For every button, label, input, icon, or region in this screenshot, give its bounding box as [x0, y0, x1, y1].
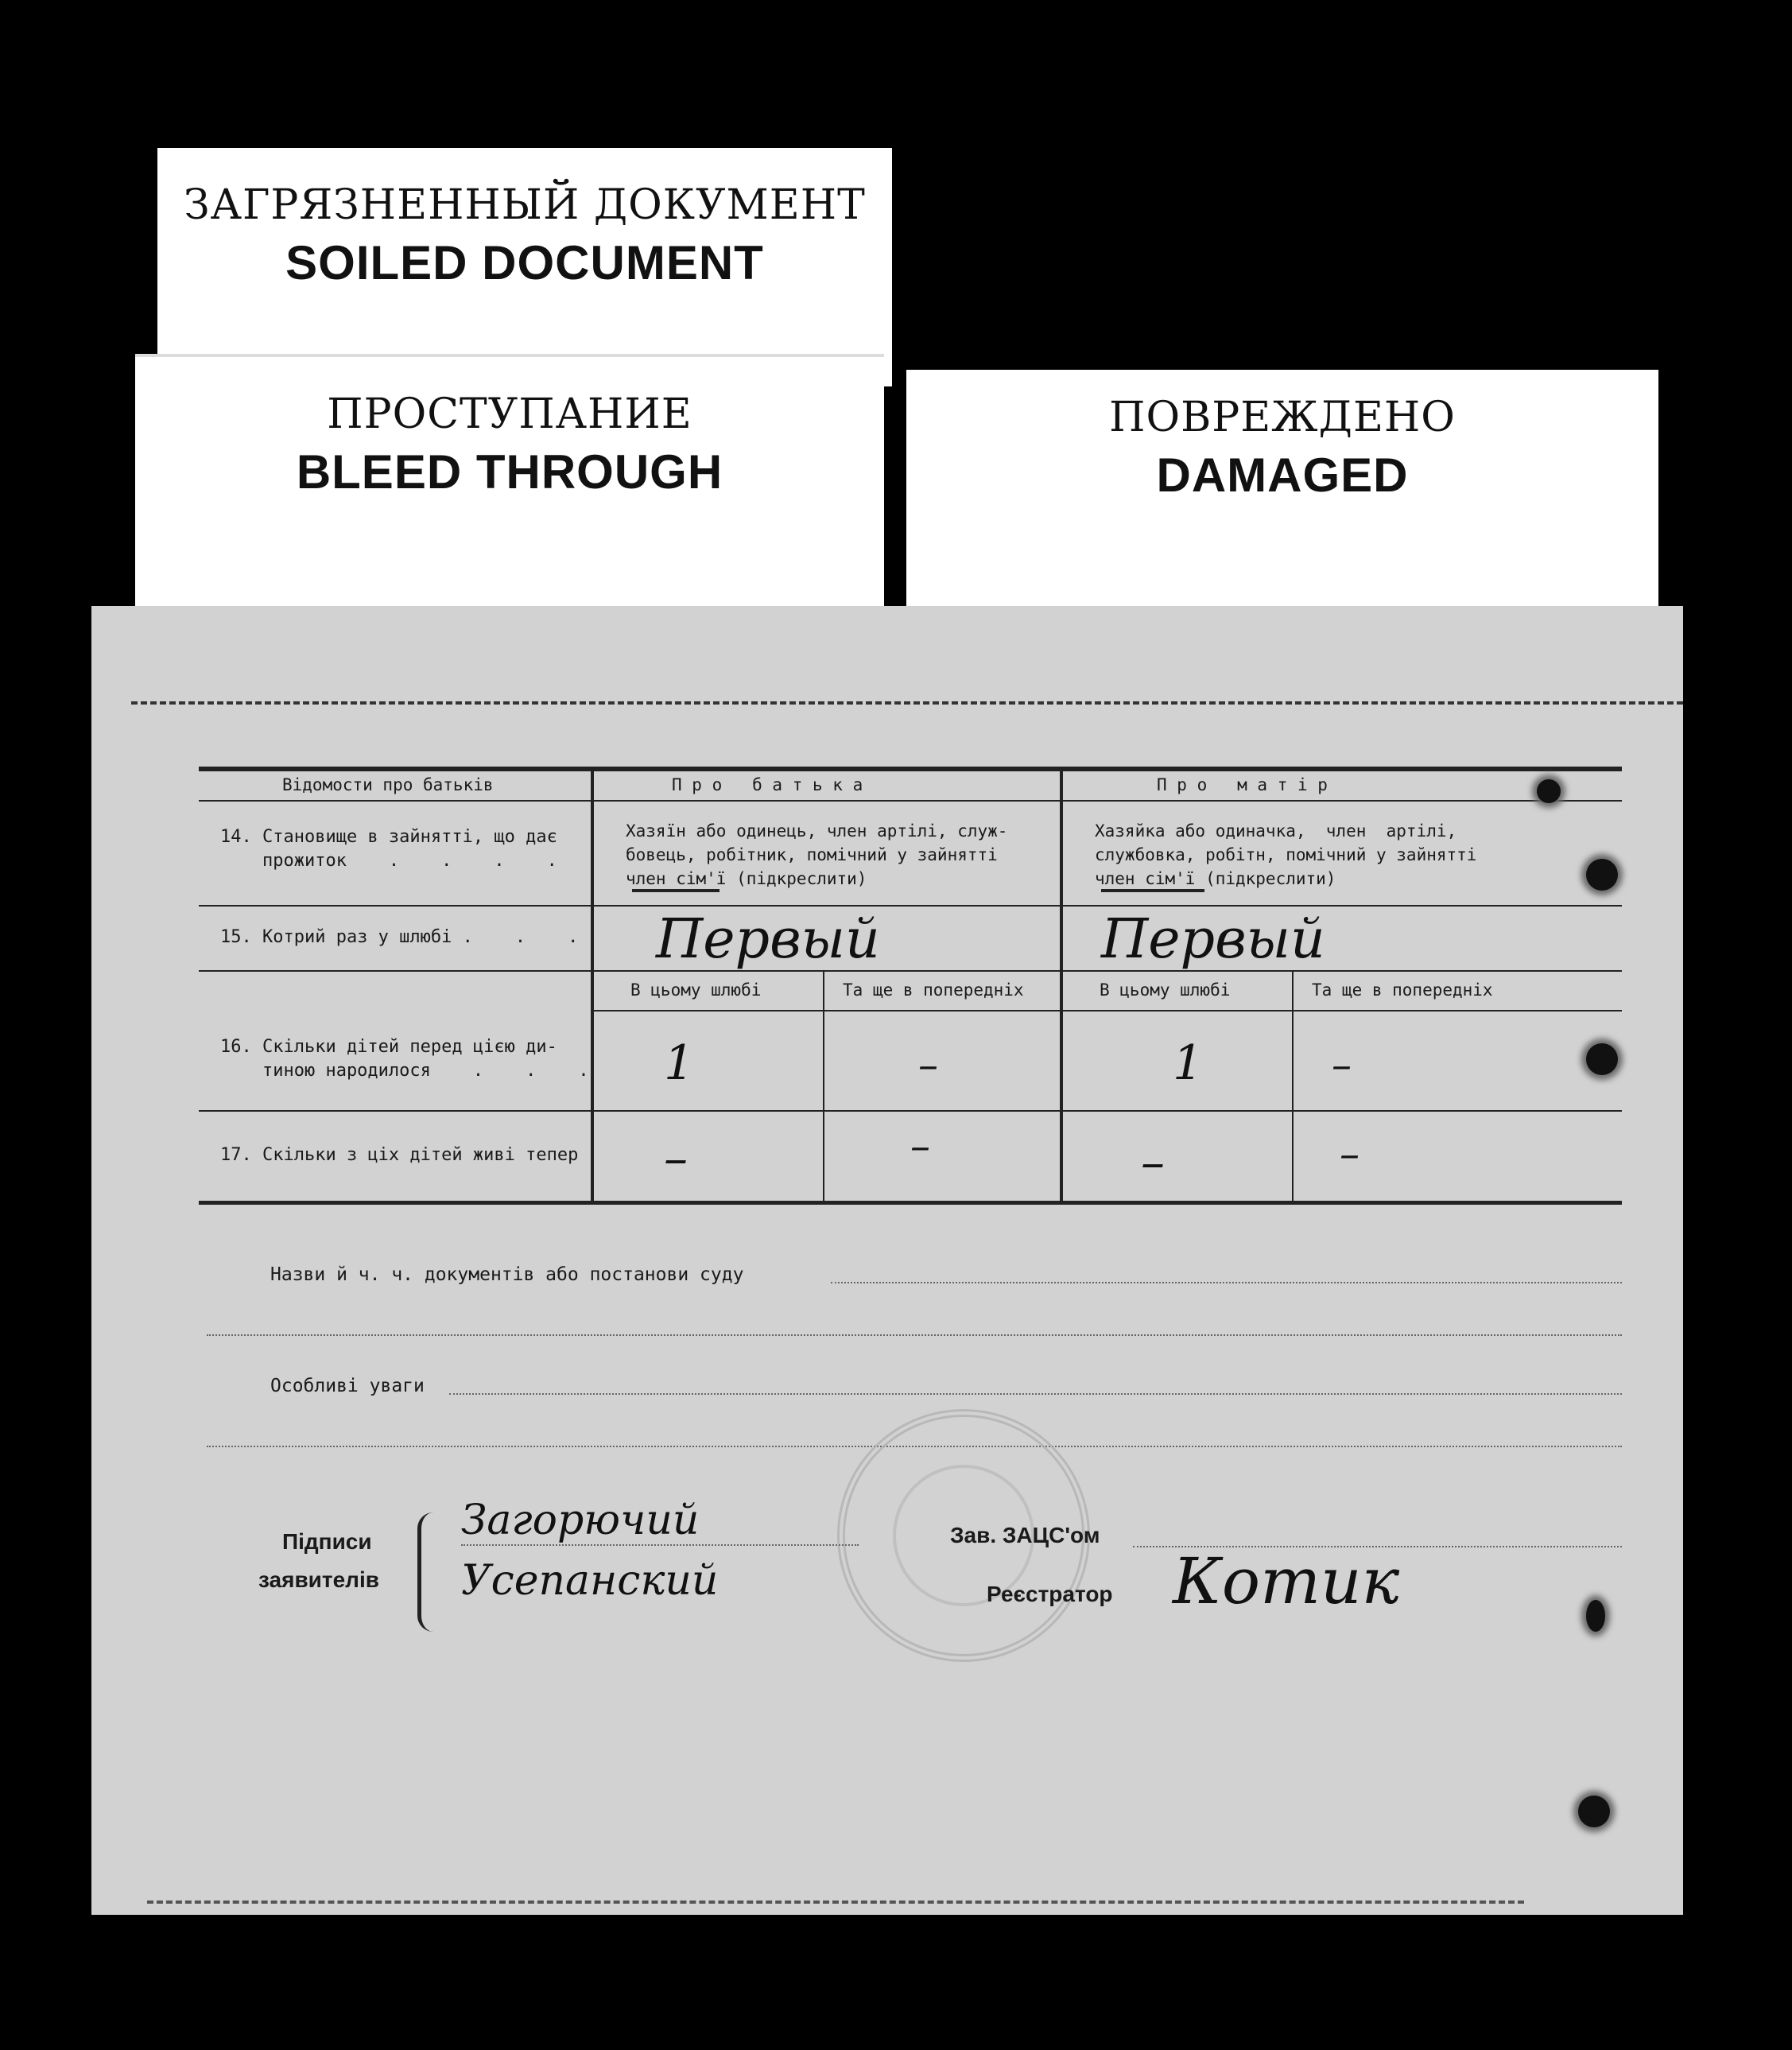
signatures-label-1: Підписи [282, 1529, 372, 1554]
row17-mother-prev: – [1340, 1131, 1360, 1177]
mother-underline-mark [1101, 889, 1204, 892]
subheader-father-prev: Та ще в попередніх [843, 980, 1024, 1000]
perforation-top [131, 701, 1683, 705]
document-sheet [91, 606, 1683, 1915]
subheader-father-this: В цьому шлюбі [630, 980, 762, 1000]
registrar-signature: Котик [1173, 1544, 1400, 1618]
row16-father-prev: – [918, 1042, 938, 1088]
col-divider-father [823, 970, 824, 1202]
row16-label: 16. Скільки дітей перед цією ди- тиною народилося . . . [220, 1037, 589, 1081]
signatures-label-2: заявителів [258, 1567, 379, 1592]
row17-father-this: – [664, 1131, 688, 1186]
soiled-flag-en: SOILED DOCUMENT [285, 236, 764, 289]
col-divider-2 [1060, 771, 1063, 1202]
header-rule [199, 800, 1622, 802]
signatures-brace [417, 1512, 436, 1632]
applicant-line-1 [461, 1544, 859, 1546]
header-father: П р о б а т ь к а [672, 775, 863, 794]
header-mother: П р о м а т і р [1157, 775, 1328, 794]
soiled-document-flag [157, 148, 892, 386]
perforation-bottom [147, 1901, 1524, 1904]
documents-label: Назви й ч. ч. документів або постанови суду [270, 1264, 744, 1285]
header-col1: Відомости про батьків [282, 775, 494, 794]
row16-father-this: 1 [664, 1035, 695, 1091]
damage-hole-1 [1537, 779, 1561, 803]
row15-label: 15. Котрий раз у шлюбі . . . [220, 927, 579, 947]
subheader-mother-prev: Та ще в попередніх [1312, 980, 1493, 1000]
documents-line-1 [831, 1282, 1622, 1283]
row14-rule [199, 905, 1622, 907]
row15-mother-handwriting: Первый [1101, 908, 1325, 971]
row14-father-options: Хазяїн або одинець, член артілі, служ- бовець, робітник, помічний у зайнятті член сім'ї (підкреслити) [626, 821, 1008, 888]
damaged-flag [906, 370, 1658, 624]
damage-hole-2 [1586, 1600, 1605, 1632]
notes-line-1 [449, 1393, 1622, 1395]
col-divider-mother [1292, 970, 1294, 1202]
row16-mother-prev: – [1332, 1042, 1352, 1088]
notes-label: Особливі уваги [270, 1376, 425, 1396]
bleed-flag-ru: ПРОСТУПАНИЕ [327, 390, 692, 438]
subheader-rule [594, 1010, 1622, 1011]
table-bottom-rule [199, 1201, 1622, 1205]
punch-hole-2 [1586, 1043, 1618, 1075]
row17-label: 17. Скільки з ціх дітей живі тепер [220, 1145, 579, 1165]
punch-hole-1 [1586, 859, 1618, 891]
applicant-signature-1: Загорючий [461, 1497, 700, 1544]
row15-father-handwriting: Первый [656, 908, 880, 971]
row14-label: 14. Становище в зайнятті, що дає прожиток . . . . [220, 827, 557, 871]
row17-father-prev: – [910, 1123, 930, 1169]
row15-rule [199, 970, 1622, 972]
row17-mother-this: – [1141, 1135, 1165, 1190]
col-divider-1 [591, 771, 594, 1202]
head-label: Зав. ЗАЦС'ом [950, 1523, 1100, 1547]
damaged-flag-en: DAMAGED [1156, 448, 1409, 502]
bleed-through-flag [135, 354, 884, 624]
table-top-rule [199, 767, 1622, 771]
row16-mother-this: 1 [1173, 1035, 1204, 1091]
soiled-flag-ru: ЗАГРЯЗНЕННЫЙ ДОКУМЕНТ [184, 181, 866, 229]
row16-rule [199, 1110, 1622, 1112]
bleed-flag-en: BLEED THROUGH [296, 445, 723, 499]
subheader-mother-this: В цьому шлюбі [1100, 980, 1231, 1000]
row14-mother-options: Хазяйка або одиначка, член артілі, службовка, робітн, помічний у зайнятті член сім'ї (підкреслити) [1095, 821, 1477, 888]
applicant-signature-2: Усепанский [461, 1557, 719, 1605]
documents-line-2 [207, 1334, 1622, 1336]
registrar-label: Реєстратор [987, 1582, 1113, 1606]
punch-hole-3 [1578, 1796, 1610, 1827]
father-underline-mark [632, 889, 720, 892]
damaged-flag-ru: ПОВРЕЖДЕНО [1109, 394, 1456, 441]
